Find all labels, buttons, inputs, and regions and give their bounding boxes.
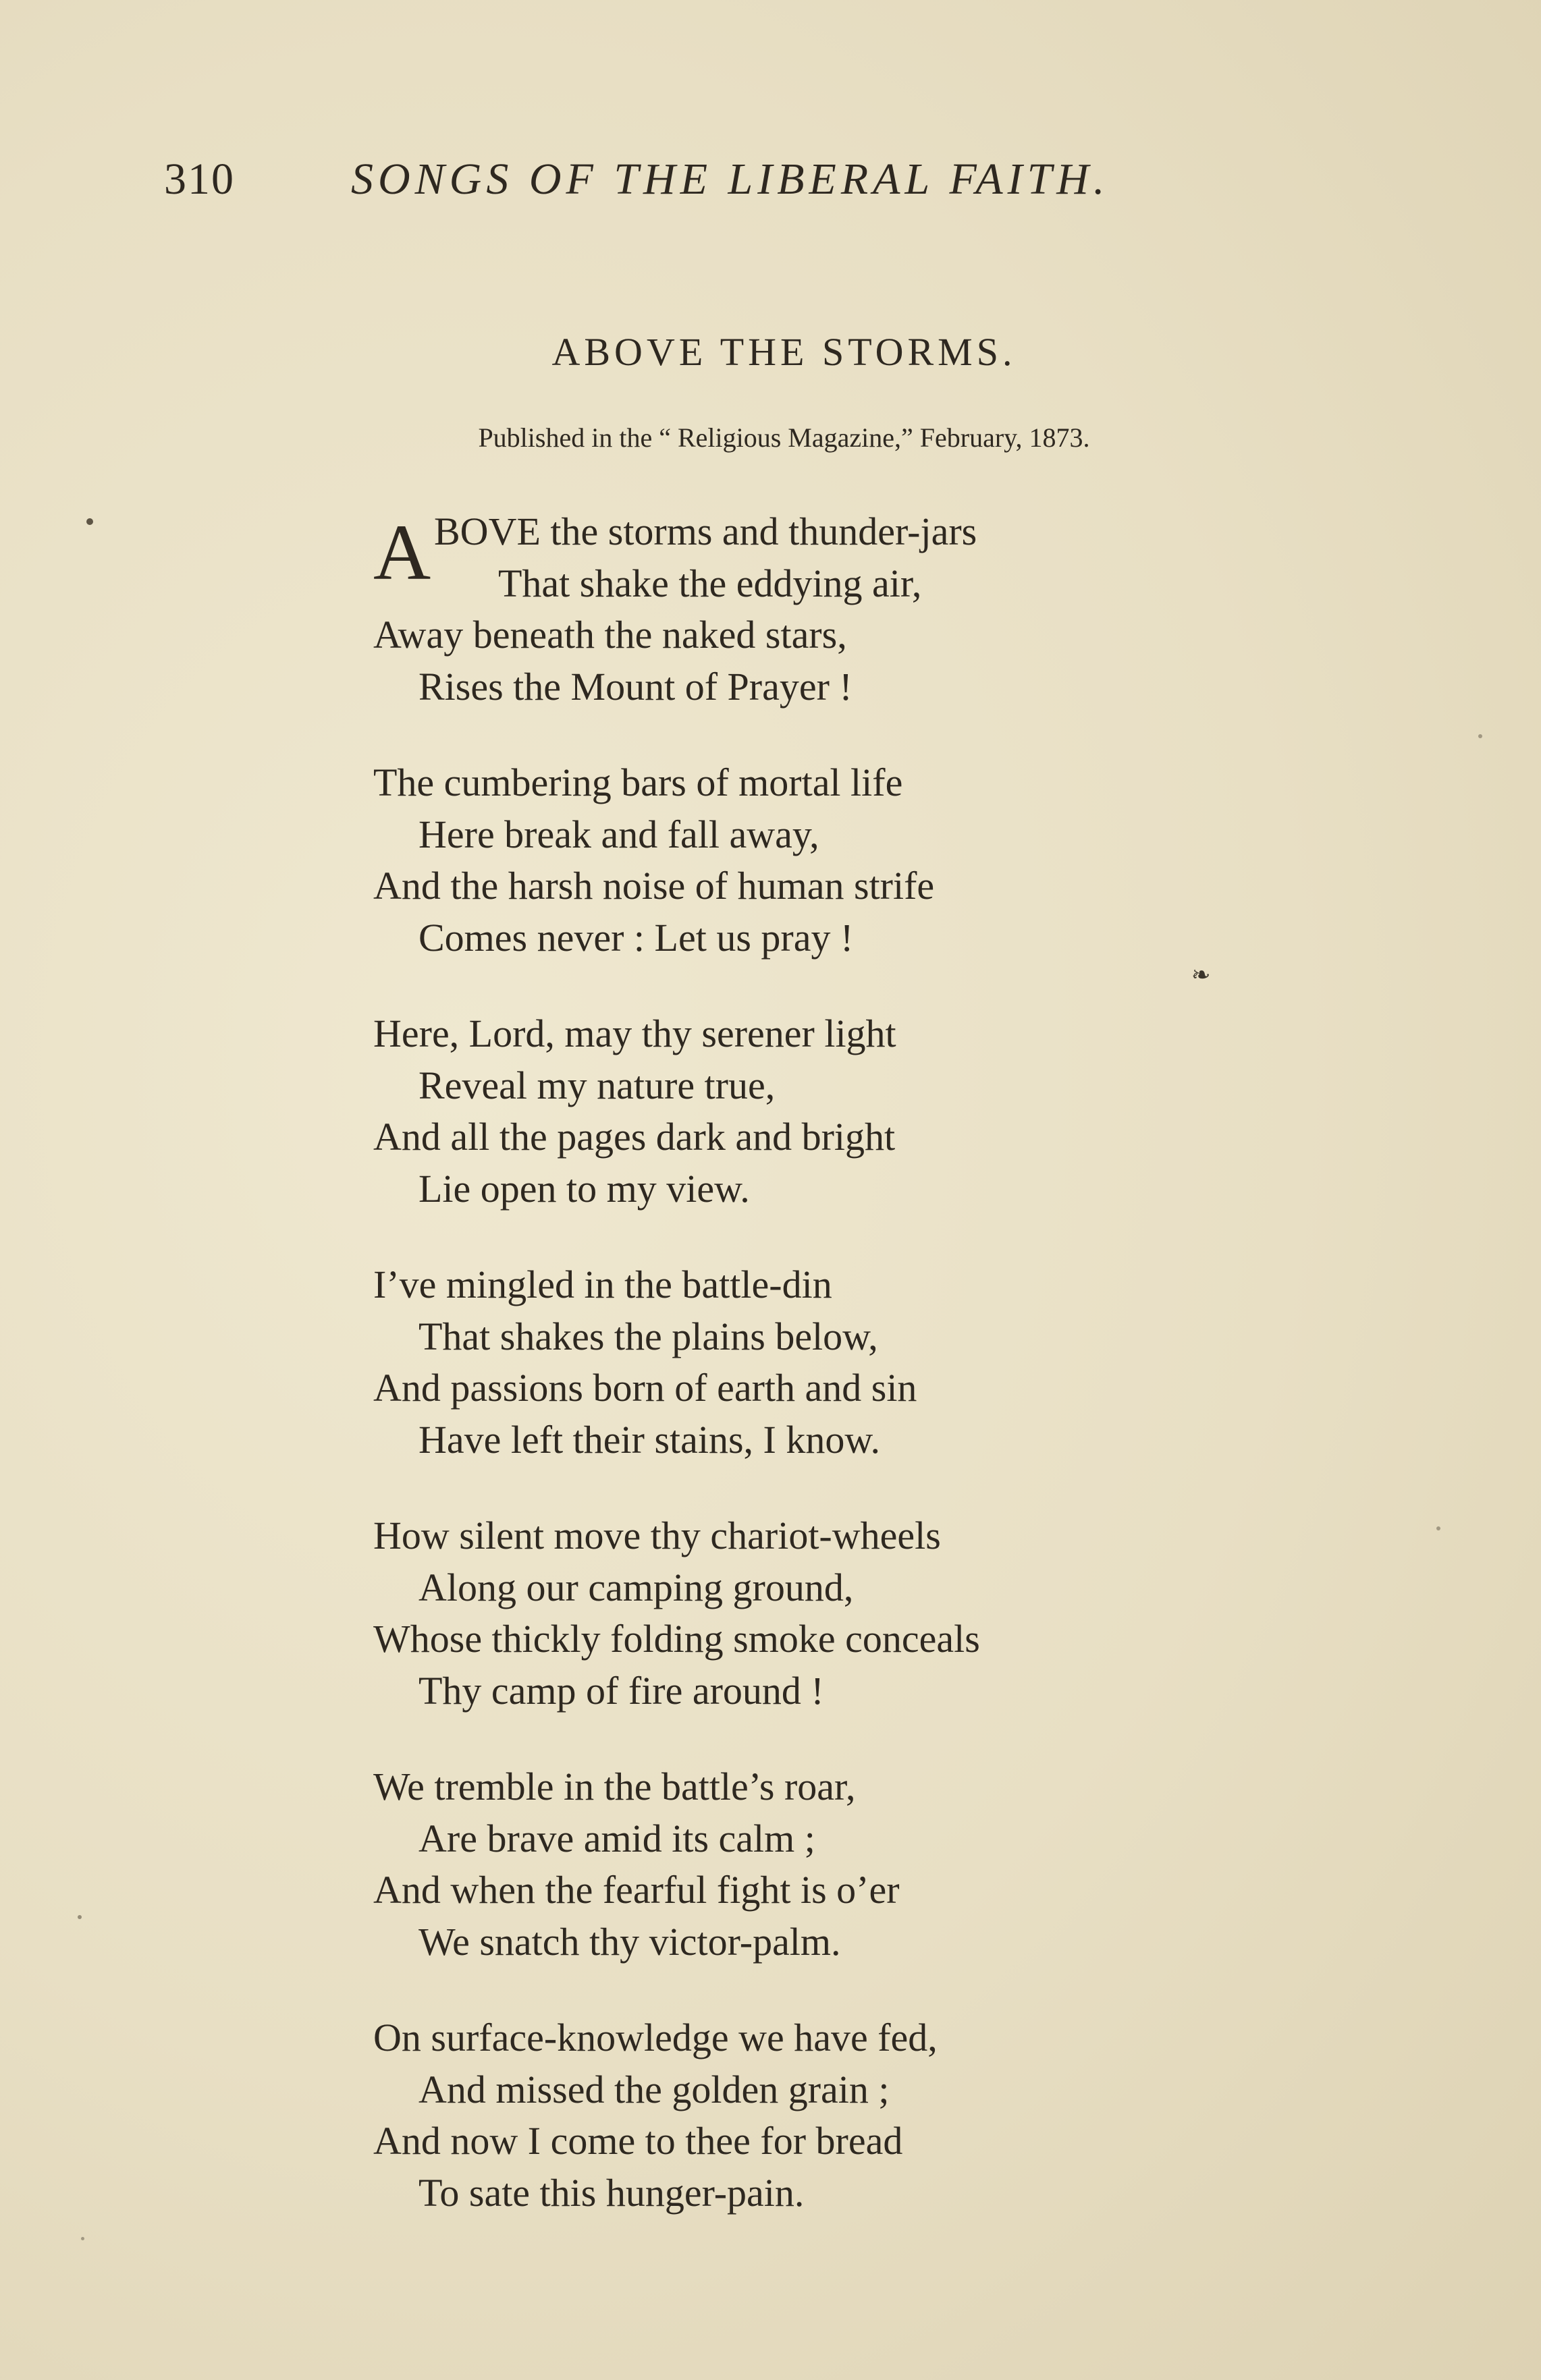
page-header: [0, 154, 1541, 215]
poem-line: Away beneath the naked stars,: [373, 613, 847, 657]
poem-line: And missed the golden grain ;: [418, 2067, 890, 2111]
poem-line: Here break and fall away,: [418, 812, 819, 856]
drop-cap: A: [373, 508, 431, 597]
poem-line: We snatch thy victor-palm.: [418, 1919, 841, 1964]
poem-line: And all the pages dark and bright: [373, 1115, 896, 1159]
poem-body: [373, 506, 1183, 2263]
poem-line: We tremble in the battle’s roar,: [373, 1765, 856, 1808]
stanza-3: [373, 1008, 1183, 1215]
poem-line: Reveal my nature true,: [418, 1063, 776, 1107]
poem-line: Lie open to my view.: [418, 1166, 750, 1211]
stanza-5: [373, 1510, 1183, 1717]
first-line-text: BOVE the storms and thunder-jars: [434, 509, 977, 553]
poem-line: Rises the Mount of Prayer !: [418, 664, 853, 709]
poem-line: Whose thickly folding smoke conceals: [373, 1617, 980, 1661]
page-number: 310: [164, 155, 235, 204]
poem-line: Along our camping ground,: [418, 1565, 854, 1609]
poem-line: Thy camp of fire around !: [418, 1668, 824, 1713]
poem-line: That shake the eddying air,: [498, 561, 922, 605]
ink-speck: [1436, 1526, 1440, 1530]
stanza-7: [373, 2012, 1183, 2219]
stanza-1: [373, 506, 1183, 713]
poem-line: And when the fearful fight is o’er: [373, 1868, 900, 1912]
stanza-2: [373, 757, 1183, 964]
poem-subtitle: Published in the “ Religious Magazine,” February, 1873.: [478, 422, 1090, 453]
poem-line: Are brave amid its calm ;: [418, 1816, 815, 1860]
poem-line: And the harsh noise of human strife: [373, 864, 935, 908]
ink-speck: [1478, 734, 1482, 738]
poem-line: The cumbering bars of mortal life: [373, 760, 903, 804]
poem-line: How silent move thy chariot-wheels: [373, 1514, 941, 1557]
stanza-4: [373, 1259, 1183, 1466]
running-head: SONGS OF THE LIBERAL FAITH.: [351, 155, 1110, 204]
ink-speck: [78, 1915, 82, 1919]
fleuron-icon: ❧: [1191, 963, 1211, 988]
poem-title: ABOVE THE STORMS.: [551, 330, 1017, 374]
stanza-6: [373, 1761, 1183, 1968]
poem-line: Comes never : Let us pray !: [418, 915, 854, 960]
poem-line: Here, Lord, may thy serener light: [373, 1012, 896, 1055]
poem-line: And now I come to thee for bread: [373, 2119, 903, 2163]
ink-speck: [81, 2237, 84, 2240]
poem-line: That shakes the plains below,: [418, 1314, 878, 1358]
poem-line: Have left their stains, I know.: [418, 1417, 880, 1462]
poem-line: I’ve mingled in the battle-din: [373, 1263, 832, 1306]
ink-speck: [86, 518, 93, 525]
poem-line: To sate this hunger-pain.: [418, 2170, 805, 2215]
poem-line: And passions born of earth and sin: [373, 1366, 917, 1410]
poem-line: On surface-knowledge we have fed,: [373, 2016, 938, 2059]
